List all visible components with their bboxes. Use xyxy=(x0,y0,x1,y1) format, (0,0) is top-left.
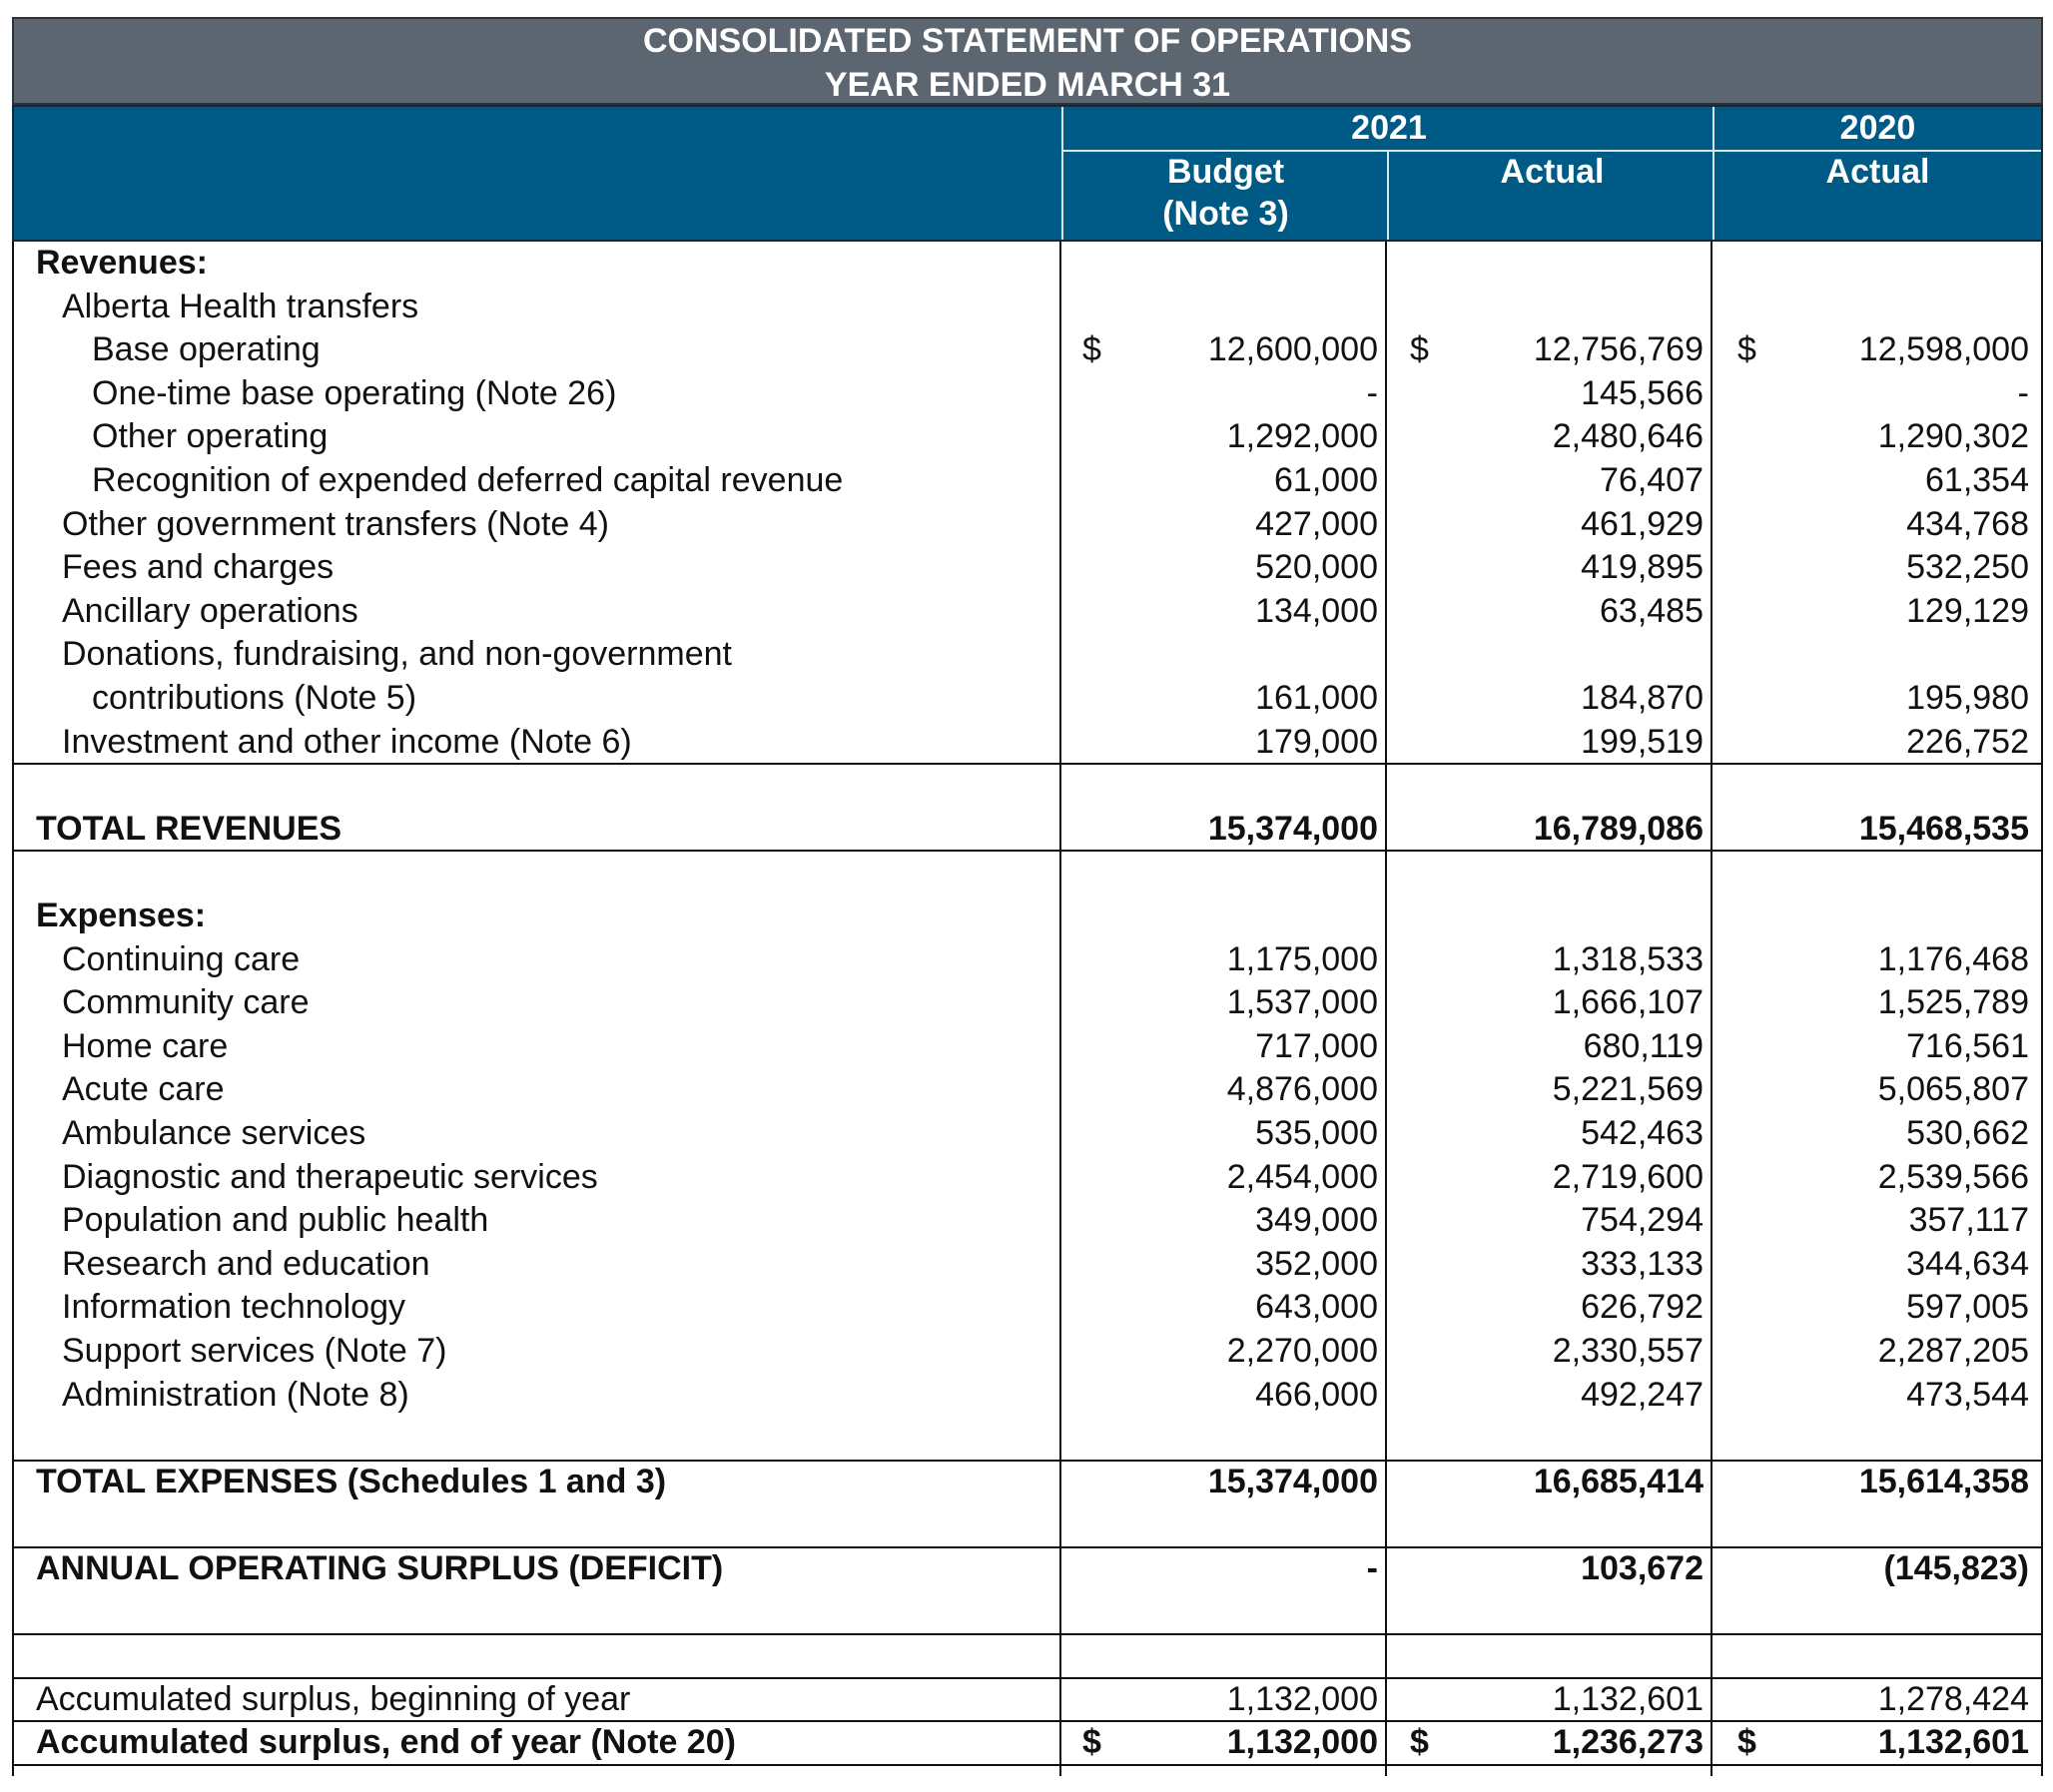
row-label: Continuing care xyxy=(62,939,301,978)
value-actual-2021: 492,247 xyxy=(1581,1375,1704,1414)
header-divider xyxy=(1387,151,1389,240)
table-row xyxy=(12,1374,2043,1417)
row-label: Ambulance services xyxy=(62,1114,366,1152)
value-actual-2020: 530,662 xyxy=(1906,1114,2029,1152)
value-actual-2021: 461,929 xyxy=(1581,504,1704,543)
value-actual-2021: 103,672 xyxy=(1581,1549,1704,1587)
value-budget: 717,000 xyxy=(1255,1026,1378,1065)
table-row xyxy=(12,286,2043,328)
value-budget: 1,537,000 xyxy=(1226,983,1378,1022)
value-actual-2020: 195,980 xyxy=(1906,679,2029,717)
value-actual-2021: 145,566 xyxy=(1581,373,1704,412)
value-budget: 15,374,000 xyxy=(1207,809,1378,848)
value-budget: 1,292,000 xyxy=(1226,417,1378,456)
value-actual-2021: 199,519 xyxy=(1581,722,1704,761)
value-budget: 2,270,000 xyxy=(1226,1332,1378,1370)
value-actual-2021: 680,119 xyxy=(1583,1026,1704,1065)
table-row xyxy=(12,546,2043,589)
table-row xyxy=(12,1461,2043,1503)
table-row xyxy=(12,1286,2043,1329)
value-actual-2020: 473,544 xyxy=(1906,1375,2029,1414)
value-actual-2020: 15,614,358 xyxy=(1858,1462,2029,1500)
value-actual-2020: - xyxy=(2017,373,2029,412)
row-label: Fees and charges xyxy=(62,548,335,587)
value-actual-2020: 226,752 xyxy=(1906,722,2029,761)
currency-symbol: $ xyxy=(1737,330,1756,369)
value-budget: 15,374,000 xyxy=(1207,1462,1378,1500)
budget-header xyxy=(1062,151,1389,235)
value-actual-2021: 5,221,569 xyxy=(1552,1070,1704,1109)
table-gridline xyxy=(12,850,2043,852)
actual-2021-header: Actual xyxy=(1500,153,1605,191)
currency-symbol: $ xyxy=(1082,1723,1101,1762)
value-actual-2021: 626,792 xyxy=(1581,1288,1704,1327)
table-row xyxy=(12,503,2043,546)
value-budget: 161,000 xyxy=(1255,679,1378,717)
value-budget: 352,000 xyxy=(1255,1244,1378,1283)
value-actual-2020: 344,634 xyxy=(1906,1244,2029,1283)
value-budget: 535,000 xyxy=(1255,1114,1378,1152)
table-row xyxy=(12,981,2043,1024)
actual-2020-header: Actual xyxy=(1825,153,1930,191)
value-budget: 520,000 xyxy=(1255,548,1378,587)
value-budget: 12,600,000 xyxy=(1207,330,1378,369)
row-label: Community care xyxy=(62,983,310,1022)
value-budget: - xyxy=(1366,373,1378,412)
currency-symbol: $ xyxy=(1410,1723,1429,1762)
value-actual-2021: 754,294 xyxy=(1581,1201,1704,1240)
table-row xyxy=(12,1199,2043,1242)
row-label: Other operating xyxy=(92,417,329,456)
table-gridline xyxy=(12,1633,2043,1635)
value-actual-2020: 1,290,302 xyxy=(1877,417,2029,456)
table-row xyxy=(12,1330,2043,1373)
row-label: TOTAL EXPENSES (Schedules 1 and 3) xyxy=(36,1462,667,1500)
table-row xyxy=(12,1678,2043,1721)
value-budget: 2,454,000 xyxy=(1226,1157,1378,1196)
table-row xyxy=(12,1547,2043,1590)
row-label: Expenses: xyxy=(36,896,207,934)
row-label: One-time base operating (Note 26) xyxy=(92,373,617,412)
title-band xyxy=(12,17,2043,105)
statement-of-operations-table xyxy=(12,17,2043,1776)
row-label: Accumulated surplus, end of year (Note 20) xyxy=(36,1723,736,1762)
value-actual-2021: 333,133 xyxy=(1581,1244,1704,1283)
value-actual-2020: 1,525,789 xyxy=(1877,983,2029,1022)
value-actual-2021: 1,666,107 xyxy=(1552,983,1704,1022)
value-actual-2020: 1,278,424 xyxy=(1877,1679,2029,1718)
value-budget: 61,000 xyxy=(1274,461,1378,499)
value-budget: 349,000 xyxy=(1255,1201,1378,1240)
value-actual-2021: 1,318,533 xyxy=(1552,939,1704,978)
table-row xyxy=(12,372,2043,415)
row-label: Research and education xyxy=(62,1244,430,1283)
value-budget: 1,132,000 xyxy=(1226,1679,1378,1718)
value-actual-2021: 2,480,646 xyxy=(1552,417,1704,456)
value-actual-2020: 597,005 xyxy=(1906,1288,2029,1327)
value-budget: 427,000 xyxy=(1255,504,1378,543)
value-actual-2020: 12,598,000 xyxy=(1858,330,2029,369)
row-label: Donations, fundraising, and non-government xyxy=(62,635,732,674)
row-label: Investment and other income (Note 6) xyxy=(62,722,632,761)
value-actual-2021: 12,756,769 xyxy=(1533,330,1704,369)
table-row xyxy=(12,633,2043,676)
header-divider xyxy=(1712,107,1714,240)
currency-symbol: $ xyxy=(1737,1723,1756,1762)
value-budget: 643,000 xyxy=(1255,1288,1378,1327)
value-budget: 4,876,000 xyxy=(1226,1070,1378,1109)
year-2021-header: 2021 xyxy=(1351,109,1427,147)
table-row xyxy=(12,1025,2043,1068)
currency-symbol: $ xyxy=(1082,330,1101,369)
value-actual-2021: 16,789,086 xyxy=(1533,809,1704,848)
table-row xyxy=(12,590,2043,633)
statement-period: YEAR ENDED MARCH 31 xyxy=(824,66,1231,104)
row-label: Population and public health xyxy=(62,1201,489,1240)
row-label: Administration (Note 8) xyxy=(62,1375,409,1414)
value-actual-2021: 184,870 xyxy=(1581,679,1704,717)
value-actual-2021: 63,485 xyxy=(1600,591,1704,630)
value-budget: 179,000 xyxy=(1255,722,1378,761)
row-label: contributions (Note 5) xyxy=(92,679,417,717)
table-row xyxy=(12,938,2043,981)
row-label: Recognition of expended deferred capital revenue xyxy=(92,461,844,499)
table-row xyxy=(12,895,2043,937)
table-gridline xyxy=(12,1764,2043,1766)
value-actual-2020: 716,561 xyxy=(1906,1026,2029,1065)
value-actual-2020: 2,287,205 xyxy=(1877,1332,2029,1370)
value-actual-2020: 15,468,535 xyxy=(1858,809,2029,848)
table-gridline xyxy=(12,763,2043,765)
table-row xyxy=(12,459,2043,502)
row-label: Information technology xyxy=(62,1288,405,1327)
value-actual-2020: 61,354 xyxy=(1925,461,2029,499)
table-row xyxy=(12,1068,2043,1111)
row-label: Base operating xyxy=(92,330,321,369)
row-label: Ancillary operations xyxy=(62,591,358,630)
value-actual-2020: 5,065,807 xyxy=(1877,1070,2029,1109)
value-actual-2021: 1,132,601 xyxy=(1552,1679,1704,1718)
value-actual-2021: 542,463 xyxy=(1581,1114,1704,1152)
value-budget: 1,175,000 xyxy=(1226,939,1378,978)
value-actual-2020: 2,539,566 xyxy=(1877,1157,2029,1196)
value-actual-2020: 532,250 xyxy=(1906,548,2029,587)
value-actual-2021: 1,236,273 xyxy=(1552,1723,1704,1762)
column-header-band xyxy=(12,105,2043,242)
row-label: Diagnostic and therapeutic services xyxy=(62,1157,598,1196)
value-actual-2020: 357,117 xyxy=(1908,1201,2029,1240)
table-row xyxy=(12,808,2043,851)
row-label: Accumulated surplus, beginning of year xyxy=(36,1679,631,1718)
value-budget: - xyxy=(1366,1549,1378,1587)
year-2020-header: 2020 xyxy=(1839,109,1916,147)
row-label: Home care xyxy=(62,1026,229,1065)
table-row xyxy=(12,1156,2043,1199)
table-row xyxy=(12,1112,2043,1155)
header-divider xyxy=(1061,107,1063,240)
statement-title: CONSOLIDATED STATEMENT OF OPERATIONS xyxy=(642,22,1413,60)
currency-symbol: $ xyxy=(1410,330,1429,369)
value-actual-2021: 2,330,557 xyxy=(1552,1332,1704,1370)
row-label: TOTAL REVENUES xyxy=(36,809,342,848)
value-actual-2020: 434,768 xyxy=(1906,504,2029,543)
value-actual-2020: 1,176,468 xyxy=(1877,939,2029,978)
value-actual-2020: 129,129 xyxy=(1906,591,2029,630)
table-row xyxy=(12,721,2043,764)
budget-header-line2: (Note 3) xyxy=(1162,195,1289,233)
row-label: Other government transfers (Note 4) xyxy=(62,504,610,543)
row-label: Acute care xyxy=(62,1070,225,1109)
row-label: Revenues: xyxy=(36,244,208,282)
table-row xyxy=(12,328,2043,371)
value-budget: 134,000 xyxy=(1255,591,1378,630)
value-actual-2021: 16,685,414 xyxy=(1533,1462,1704,1500)
header-divider xyxy=(1061,150,2041,152)
row-label: Support services (Note 7) xyxy=(62,1332,447,1370)
table-row xyxy=(12,1243,2043,1286)
row-label: Alberta Health transfers xyxy=(62,287,419,325)
value-budget: 1,132,000 xyxy=(1226,1723,1378,1762)
table-row xyxy=(12,677,2043,720)
value-actual-2021: 76,407 xyxy=(1600,461,1704,499)
value-actual-2020: 1,132,601 xyxy=(1877,1723,2029,1762)
value-actual-2021: 2,719,600 xyxy=(1552,1157,1704,1196)
row-label: ANNUAL OPERATING SURPLUS (DEFICIT) xyxy=(36,1549,724,1587)
budget-header-line1: Budget xyxy=(1166,153,1285,191)
table-row xyxy=(12,1721,2043,1764)
table-row xyxy=(12,415,2043,458)
value-actual-2020: (145,823) xyxy=(1883,1549,2029,1587)
value-actual-2021: 419,895 xyxy=(1581,548,1704,587)
value-budget: 466,000 xyxy=(1255,1375,1378,1414)
table-row xyxy=(12,242,2043,285)
